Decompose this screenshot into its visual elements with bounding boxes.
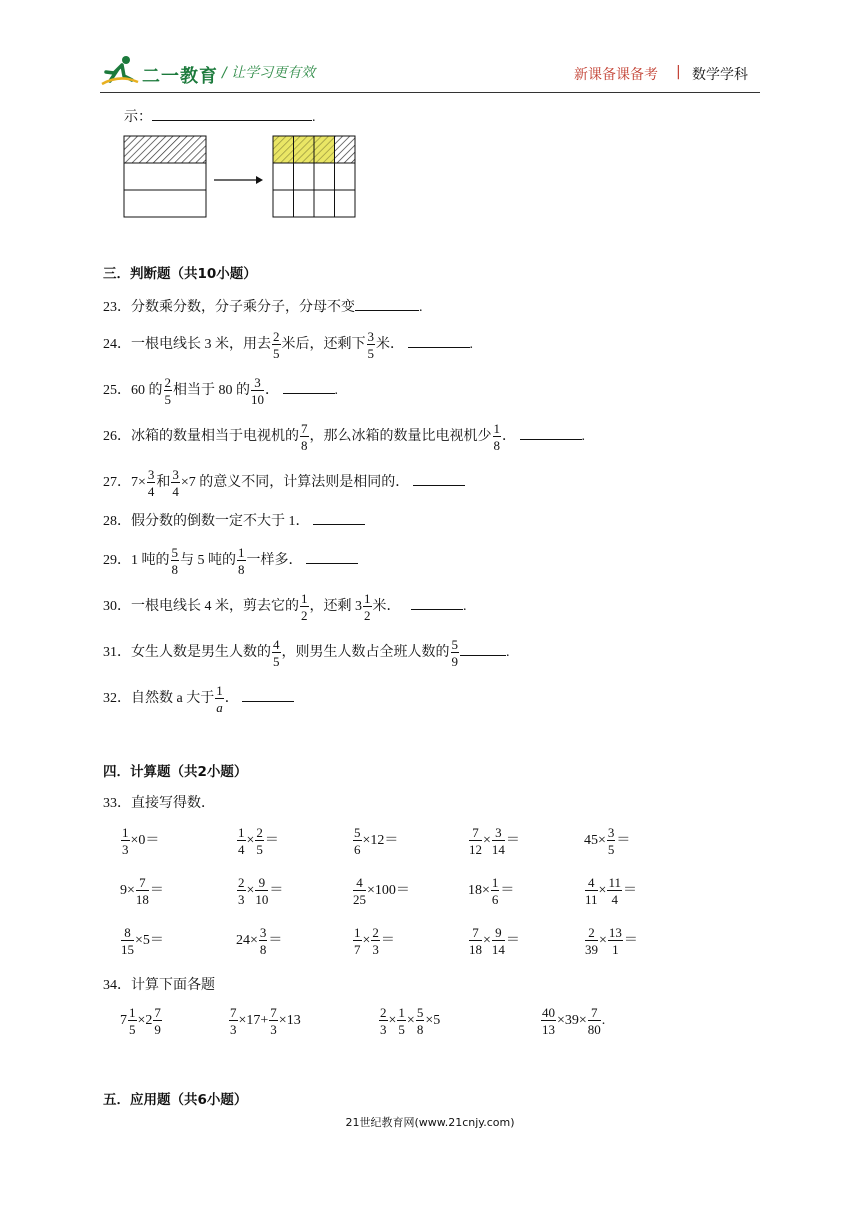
q28: 28．假分数的倒数一定不大于 1． (103, 510, 365, 532)
fraction: $\frac{1}{2}$ (364, 591, 371, 623)
fraction: $\frac{4}{5}$ (273, 637, 280, 669)
q34-prompt: 34．计算下面各题 (103, 978, 215, 993)
fraction: $\frac{1}{2}$ (301, 591, 308, 623)
calc34-item: $\frac{2}{3}$ × $\frac{1}{5}$ × $\frac{5}{8}$ ×5 (380, 1005, 441, 1037)
logo-text: 二一教育 (142, 66, 218, 87)
fraction: $\frac{2}{5}$ (164, 375, 171, 407)
q32: 32．自然数 a 大于 $\frac{1}{a}$ ． (103, 684, 294, 714)
header-subject: 数学学科 (692, 67, 748, 83)
fraction: $\frac{3}{5}$ (367, 329, 374, 361)
header-rule (100, 92, 760, 93)
q29: 29．1 吨的 $\frac{5}{8}$ 与 5 吨的 $\frac{1}{8}$ 一样多． (103, 546, 358, 576)
q26: 26．冰箱的数量相当于电视机的 $\frac{7}{8}$ ，那么冰箱的数量比电视机少 $\frac{1}{8}$ ． . (103, 421, 585, 453)
section5-title: 五．应用题（共6小题） (103, 1092, 248, 1108)
calc-item: $\frac{2}{3}$ × $\frac{9}{10}$ ＝ (238, 875, 284, 907)
fraction: $\frac{5}{9}$ (451, 637, 458, 669)
calc-item: $\frac{7}{18}$ × $\frac{9}{14}$ ＝ (469, 925, 520, 957)
calc-item: 18× $\frac{1}{6}$ ＝ (468, 875, 515, 907)
section4-title: 四．计算题（共2小题） (103, 764, 248, 780)
calc-item: $\frac{1}{7}$ × $\frac{2}{3}$ ＝ (354, 925, 395, 957)
footer-text: 21世纪教育网(www.21cnjy.com) (345, 1116, 515, 1129)
fraction: $\frac{3}{10}$ (251, 375, 264, 407)
calc-item: $\frac{1}{4}$ × $\frac{2}{5}$ ＝ (238, 825, 279, 857)
calc-item: $\frac{2}{39}$ × $\frac{13}{1}$ ＝ (585, 925, 638, 957)
slogan: / 让学习更有效 (222, 65, 316, 81)
calc-item: 45× $\frac{3}{5}$ ＝ (584, 825, 631, 857)
fraction: $\frac{1}{8}$ (238, 545, 245, 577)
calc-item: $\frac{5}{6}$ ×12＝ (354, 825, 399, 857)
runner-logo-icon (100, 54, 140, 88)
q33-prompt: 33．直接写得数． (103, 796, 215, 811)
fraction: $\frac{1}{8}$ (493, 421, 500, 453)
fraction: $\frac{5}{8}$ (171, 545, 178, 577)
q27: 27．7× $\frac{3}{4}$ 和 $\frac{3}{4}$ ×7 的意义不同，计算法则是相同的． (103, 468, 465, 498)
intro-line: 示： . (124, 106, 316, 128)
fraction: $\frac{3}{4}$ (147, 467, 155, 499)
calc-item: $\frac{1}{3}$ ×0＝ (122, 825, 160, 857)
fraction: $\frac{2}{5}$ (273, 329, 280, 361)
calc-item: 24× $\frac{3}{8}$ ＝ (236, 925, 283, 957)
q24: 24．一根电线长 3 米，用去 $\frac{2}{5}$ 米后，还剩下 $\frac{3}{5}$ 米． . (103, 329, 473, 361)
left-rectangle (124, 136, 206, 217)
fraction-diagram (120, 132, 360, 222)
calc34-item: $\frac{40}{13}$ ×39× $\frac{7}{80}$ . (542, 1005, 606, 1037)
header-course-label: 新课备课备考 (574, 67, 658, 83)
section3-title: 三．判断题（共10小题） (103, 266, 257, 282)
calc34-item: $\frac{7}{3}$ ×17+ $\frac{7}{3}$ ×13 (230, 1005, 301, 1037)
q31: 31．女生人数是男生人数的 $\frac{4}{5}$ ，则男生人数占全班人数的 $\frac{5}{9}$ . (103, 637, 510, 669)
calc-item: $\frac{7}{12}$ × $\frac{3}{14}$ ＝ (469, 825, 520, 857)
q25: 25．60 的 $\frac{2}{5}$ 相当于 80 的 $\frac{3}{10}$ ． . (103, 375, 338, 407)
right-grid (273, 136, 355, 217)
header (100, 52, 760, 92)
q23: 23．分数乘分数，分子乘分子，分母不变 . (103, 296, 423, 318)
q30: 30．一根电线长 4 米，剪去它的 $\frac{1}{2}$ ，还剩 3 $\frac{1}{2}$ 米． . (103, 591, 467, 623)
fraction: $\frac{7}{8}$ (301, 421, 308, 453)
fraction: $\frac{3}{4}$ (172, 467, 179, 499)
calc-item: 9× $\frac{7}{18}$ ＝ (120, 875, 164, 907)
fraction: $\frac{1}{a}$ (216, 683, 223, 715)
header-divider: | (676, 64, 681, 80)
calc-item: $\frac{4}{25}$ ×100＝ (353, 875, 410, 907)
calc34-item: 7 $\frac{1}{5}$ ×2 $\frac{7}{9}$ (120, 1005, 161, 1037)
calc-item: $\frac{8}{15}$ ×5＝ (121, 925, 164, 957)
calc-item: $\frac{4}{11}$ × $\frac{11}{4}$ ＝ (585, 875, 637, 907)
arrow-icon (214, 176, 263, 184)
